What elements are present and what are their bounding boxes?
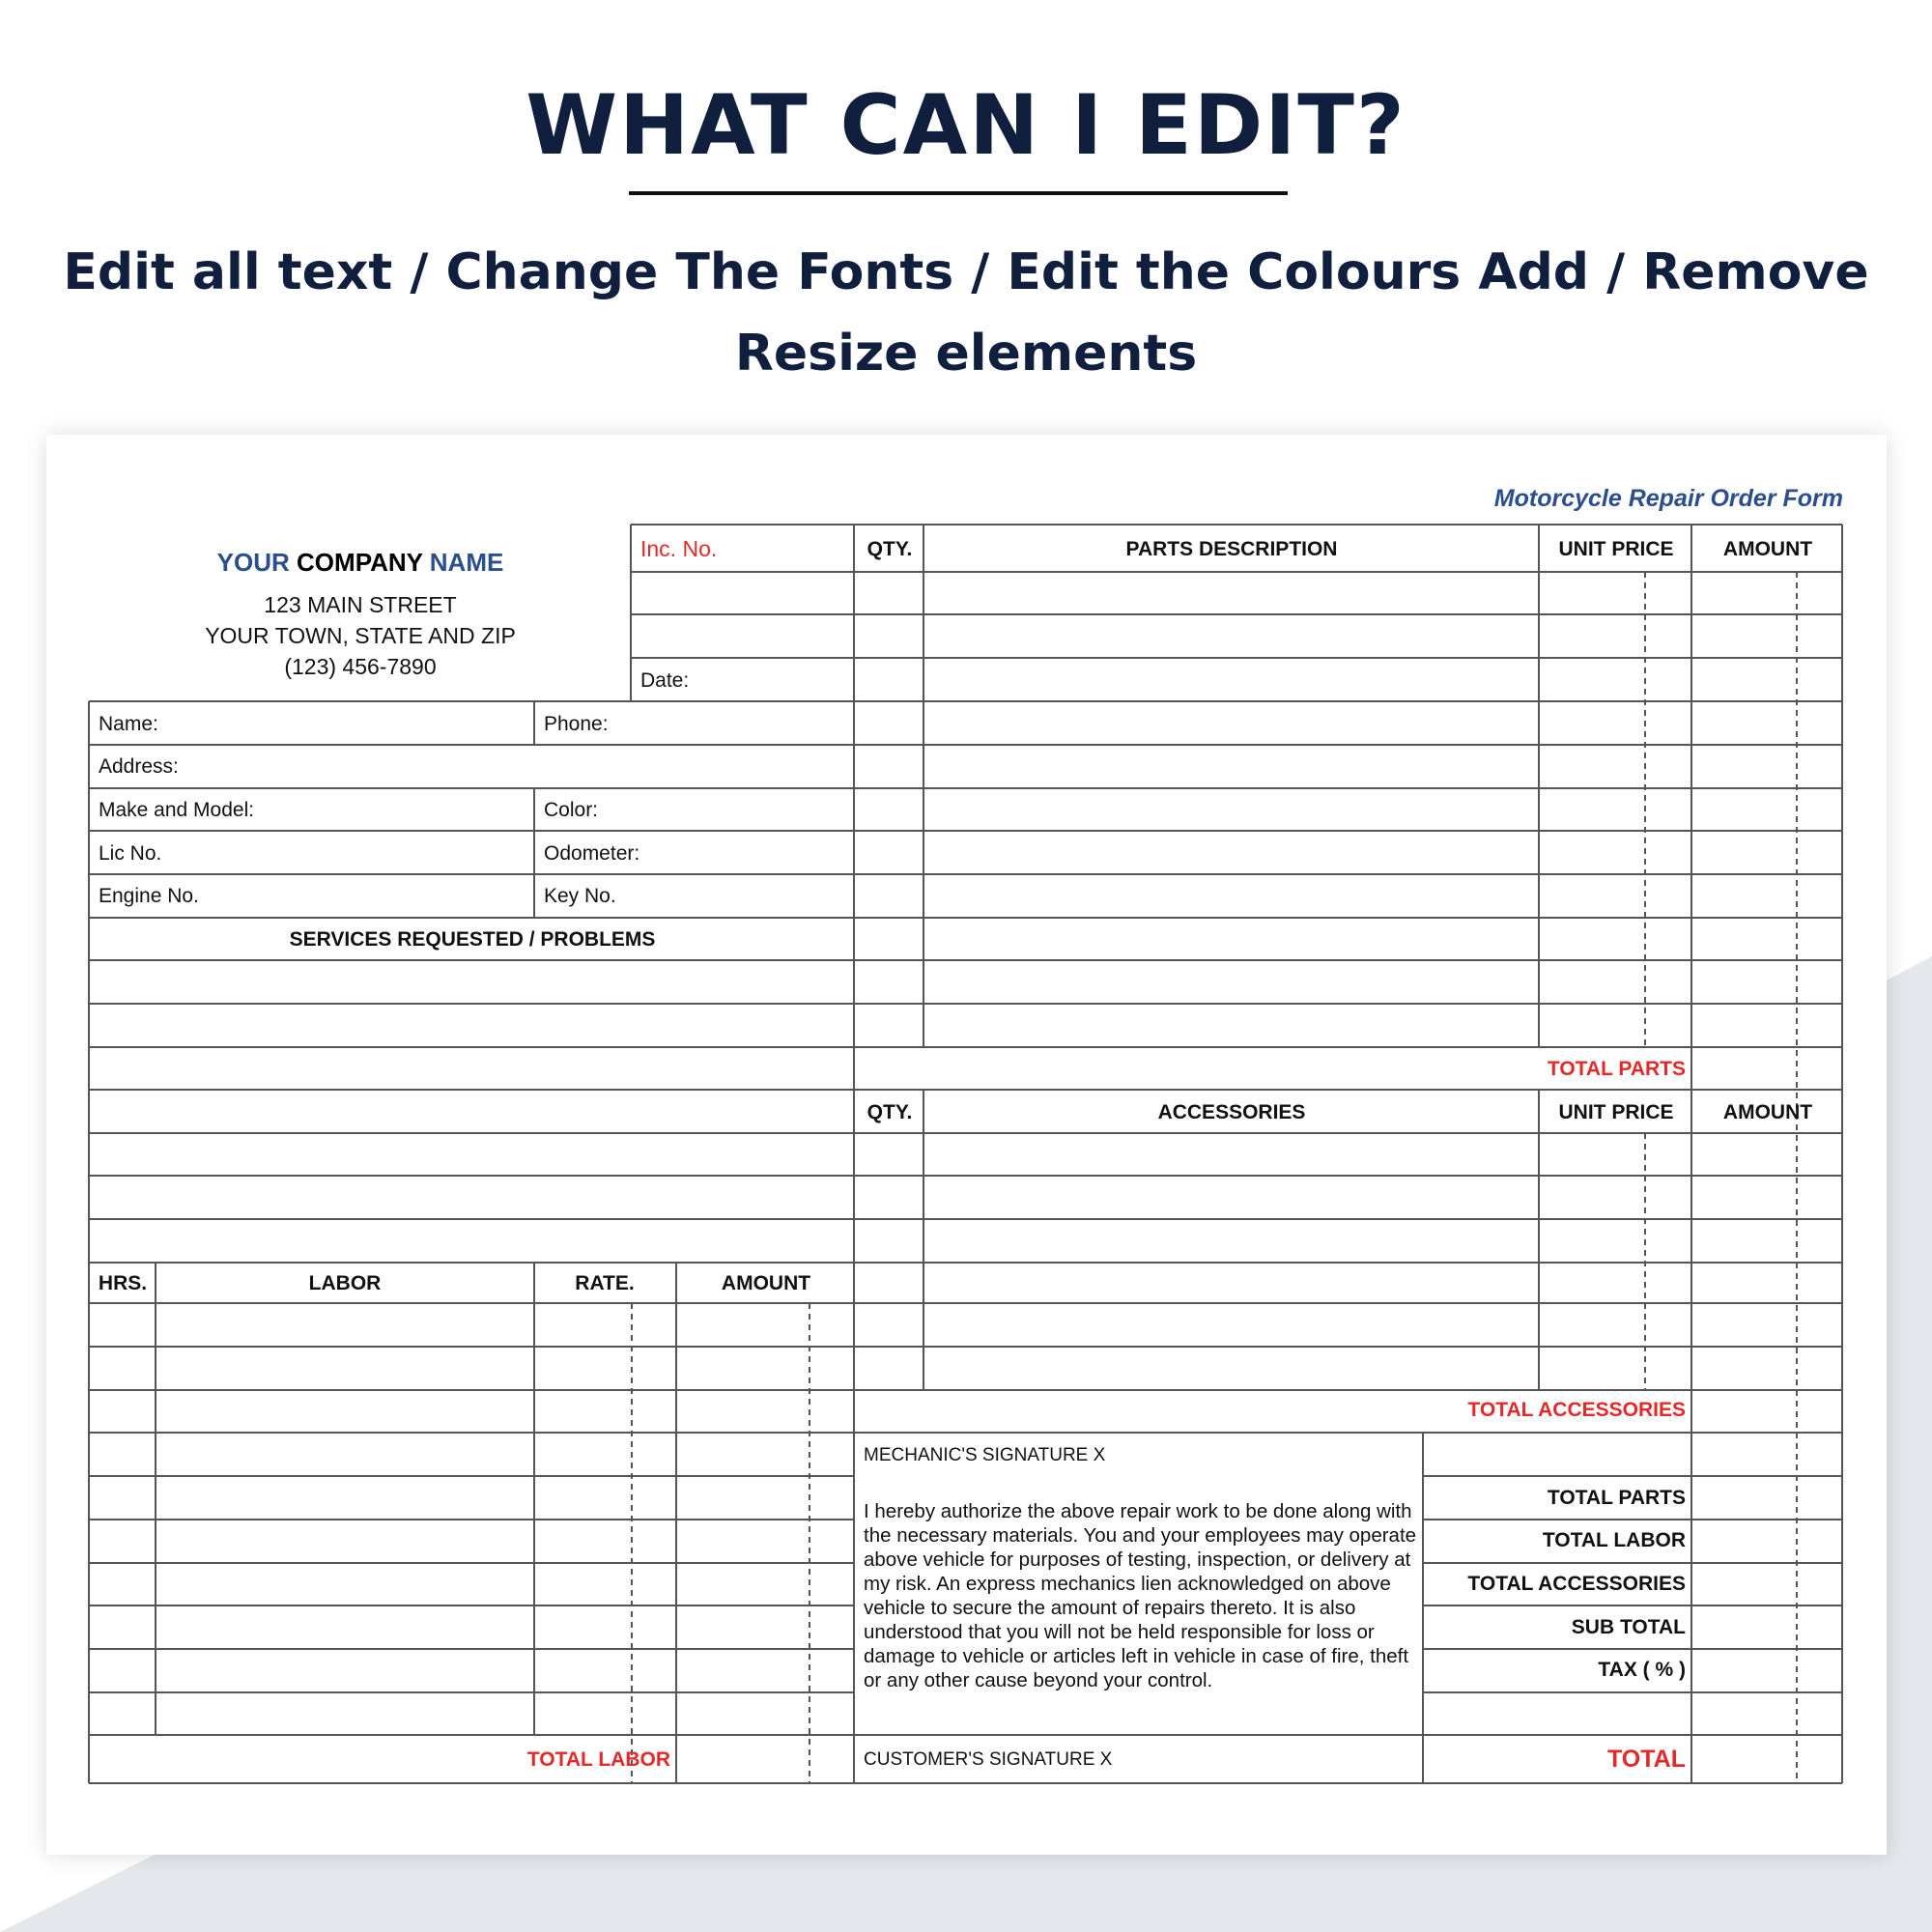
summary-total-parts: TOTAL PARTS	[1547, 1487, 1686, 1509]
form-title: Motorcycle Repair Order Form	[1493, 485, 1843, 512]
labor-header: LABOR	[308, 1272, 382, 1294]
date-label: Date:	[640, 669, 690, 692]
summary-total: TOTAL	[1606, 1746, 1686, 1773]
accessories-qty-header: QTY.	[867, 1101, 913, 1123]
labor-hrs-header: HRS.	[98, 1272, 148, 1294]
parts-description-header: PARTS DESCRIPTION	[1125, 538, 1338, 560]
total-parts-label: TOTAL PARTS	[1547, 1058, 1686, 1080]
accessories-unit-price-header: UNIT PRICE	[1558, 1101, 1674, 1123]
odometer-label: Odometer:	[544, 842, 640, 865]
lic-no-label: Lic No.	[99, 842, 162, 865]
accessories-amount-header: AMOUNT	[1722, 1101, 1813, 1123]
inc-no-label: Inc. No.	[640, 536, 718, 561]
phone-label: Phone:	[544, 713, 609, 735]
page-heading: WHAT CAN I EDIT?	[526, 77, 1406, 174]
services-requested-header: SERVICES REQUESTED / PROBLEMS	[289, 928, 656, 951]
accessories-description-header: ACCESSORIES	[1157, 1101, 1306, 1123]
parts-unit-price-header: UNIT PRICE	[1558, 538, 1674, 560]
color-label: Color:	[544, 799, 599, 821]
make-model-label: Make and Model:	[99, 799, 255, 821]
address-label: Address:	[99, 755, 179, 778]
customer-signature: CUSTOMER'S SIGNATURE X	[864, 1749, 1113, 1770]
subtitle-line-2: Resize elements	[734, 325, 1198, 383]
company-town: YOUR TOWN, STATE AND ZIP	[205, 623, 516, 648]
engine-no-label: Engine No.	[99, 885, 199, 907]
parts-qty-header: QTY.	[867, 538, 913, 560]
labor-rate-header: RATE.	[575, 1272, 635, 1294]
summary-sub-total: SUB TOTAL	[1571, 1616, 1686, 1638]
labor-amount-header: AMOUNT	[721, 1272, 811, 1294]
subtitle-line-1: Edit all text / Change The Fonts / Edit the Colours Add / Remove	[63, 243, 1869, 301]
name-label: Name:	[99, 713, 158, 735]
mechanic-signature: MECHANIC'S SIGNATURE X	[864, 1445, 1106, 1465]
summary-total-accessories: TOTAL ACCESSORIES	[1467, 1573, 1686, 1595]
company-phone: (123) 456-7890	[284, 654, 437, 679]
summary-total-labor: TOTAL LABOR	[1542, 1529, 1686, 1551]
authorization-terms: I hereby authorize the above repair work to be done along with the necessary materials. You and your employees may operate above vehicle for purposes of testing, inspection, or delivery at my risk. An express mechanics lien acknowledged on above vehicle to secure the amount of repairs thereto. It is also understood that you will not be held responsible for loss or damage to vehicle or articles left in vehicle in case of fire, theft or any other cause beyond your control.	[864, 1500, 1417, 1691]
company-name-company: COMPANY	[297, 548, 423, 577]
company-name[interactable]	[217, 548, 504, 578]
summary-tax: TAX ( % )	[1598, 1659, 1686, 1681]
company-street: 123 MAIN STREET	[264, 592, 457, 617]
total-accessories-label: TOTAL ACCESSORIES	[1467, 1399, 1686, 1421]
heading-underline	[629, 191, 1288, 195]
company-name-your: YOUR	[216, 548, 290, 577]
key-no-label: Key No.	[544, 885, 616, 907]
parts-amount-header: AMOUNT	[1722, 538, 1813, 560]
company-name-name: NAME	[429, 548, 504, 577]
total-labor-label: TOTAL LABOR	[526, 1748, 670, 1771]
